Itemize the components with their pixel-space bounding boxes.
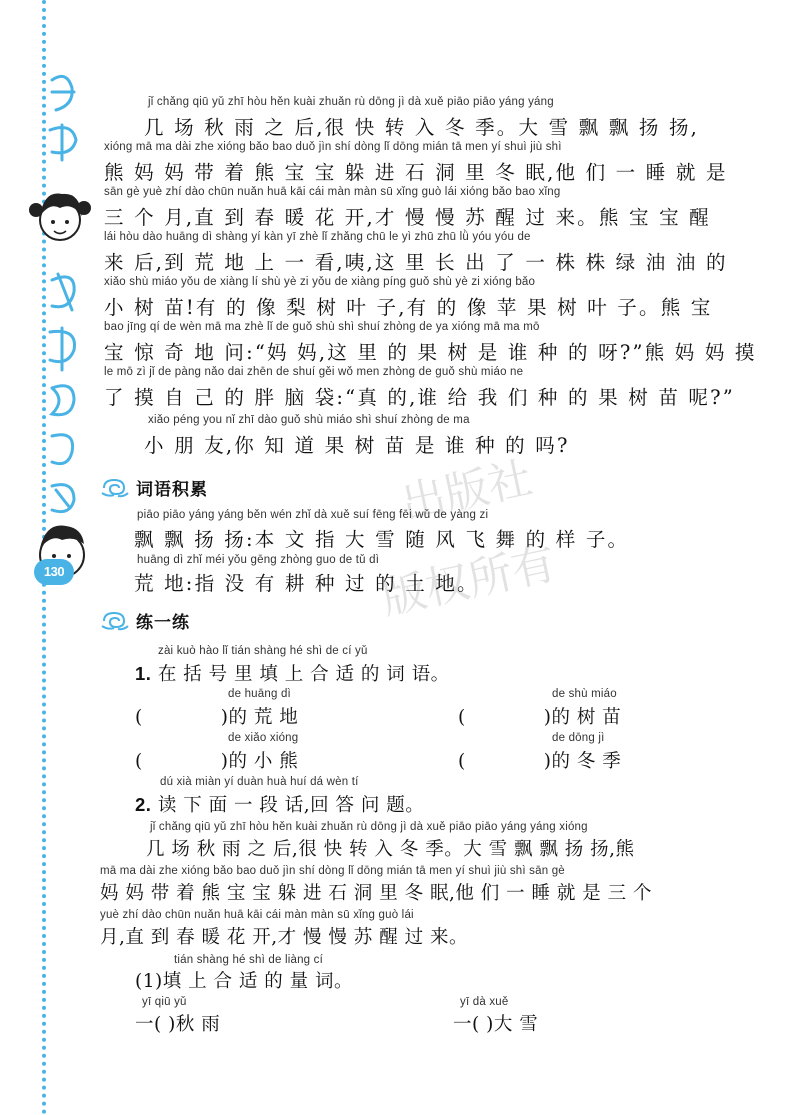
q2-sub1-label: (1)填 上 合 适 的 量 词。	[135, 971, 353, 992]
q1-item1-pinyin: de huāng dì	[228, 688, 291, 700]
swirl-icon	[100, 610, 130, 632]
q2-passage-pinyin-2: mā ma dài zhe xióng bǎo bao duǒ jìn shí dòng lǐ dōng mián tā men yí shuì jiù shì sān gè	[100, 865, 565, 877]
story-line-7: 了 摸 自 己 的 胖 脑 袋:“真 的,谁 给 我 们 种 的 果 树 苗 呢?”	[104, 386, 735, 409]
practice-section-title: 练一练	[136, 613, 190, 633]
q1-item2-pinyin: de shù miáo	[552, 688, 617, 700]
page-number: 130	[34, 559, 74, 585]
watermark-publisher: 出版社	[397, 452, 537, 531]
story-pinyin-1: jǐ chǎng qiū yǔ zhī hòu hěn kuài zhuǎn rù dōng jì dà xuě piāo piāo yáng yáng	[148, 96, 554, 108]
story-line-6: 宝 惊 奇 地 问:“妈 妈,这 里 的 果 树 是 谁 种 的 呀?”熊 妈 妈 摸	[104, 341, 757, 364]
q1-item-3: ( )的 小 熊	[135, 751, 299, 772]
q1-prompt: 1. 在 括 号 里 填 上 合 适 的 词 语。	[135, 663, 450, 685]
story-pinyin-5: xiǎo shù miáo yǒu de xiàng lí shù yè zi yǒu de xiàng píng guǒ shù yè zi xióng bǎo	[104, 276, 536, 288]
story-line-5: 小 树 苗!有 的 像 梨 树 叶 子,有 的 像 苹 果 树 叶 子。熊 宝	[104, 296, 713, 319]
side-title-decoration	[22, 70, 102, 590]
vocab-item-2: 荒 地:指 没 有 耕 种 过 的 土 地。	[134, 572, 479, 595]
q2-passage-pinyin-1: jǐ chǎng qiū yǔ zhī hòu hěn kuài zhuǎn rù dōng jì dà xuě piāo piāo yáng yáng xióng	[150, 821, 588, 833]
q2-passage-line-1: 几 场 秋 雨 之 后,很 快 转 入 冬 季。大 雪 飘 飘 扬 扬,熊	[146, 839, 635, 860]
q1-item-4: ( )的 冬 季	[458, 751, 622, 772]
vocab-section-header	[100, 475, 208, 500]
q2-sub1-item-1[interactable]: 一( )秋 雨	[135, 1014, 221, 1035]
story-line-1: 几 场 秋 雨 之 后,很 快 转 入 冬 季。大 雪 飘 飘 扬 扬,	[144, 116, 700, 139]
story-pinyin-2: xióng mā ma dài zhe xióng bǎo bao duǒ jìn shí dòng lǐ dōng mián tā men yí shuì jiù shì	[104, 141, 562, 153]
q1-item3-pinyin: de xiǎo xióng	[228, 732, 299, 744]
story-line-4: 来 后,到 荒 地 上 一 看,咦,这 里 长 出 了 一 株 株 绿 油 油 的	[104, 251, 728, 274]
q2-passage-pinyin-3: yuè zhí dào chūn nuǎn huā kāi cái màn màn sū xǐng guò lái	[100, 909, 414, 921]
story-pinyin-4: lái hòu dào huāng dì shàng yí kàn yī zhè lǐ zhǎng chū le yì zhū zhū lǜ yóu yóu de	[104, 231, 531, 243]
q2-sub1-item2-pinyin: yī dà xuě	[460, 996, 509, 1008]
story-pinyin-7: le mō zì jǐ de pàng nǎo dai zhēn de shuí gěi wǒ men zhòng de guǒ shù miáo ne	[104, 366, 524, 378]
story-line-3: 三 个 月,直 到 春 暖 花 开,才 慢 慢 苏 醒 过 来。熊 宝 宝 醒	[104, 206, 711, 229]
q1-item-2: ( )的 树 苗	[458, 707, 622, 728]
story-pinyin-3: sān gè yuè zhí dào chūn nuǎn huā kāi cái màn màn sū xǐng guò lái xióng bǎo bao xǐng	[104, 186, 561, 198]
q2-passage-line-2: 妈 妈 带 着 熊 宝 宝 躲 进 石 洞 里 冬 眠,他 们 一 睡 就 是 三 个	[100, 883, 652, 904]
q2-passage-line-3: 月,直 到 春 暖 花 开,才 慢 慢 苏 醒 过 来。	[100, 927, 468, 948]
swirl-icon	[100, 477, 130, 499]
story-pinyin-8: xiǎo péng you nǐ zhī dào guǒ shù miáo shì shuí zhòng de ma	[148, 414, 470, 426]
q2-sub1-item1-pinyin: yī qiū yǔ	[142, 996, 187, 1008]
vocab-item-1: 飘 飘 扬 扬:本 文 指 大 雪 随 风 飞 舞 的 样 子。	[134, 528, 630, 551]
q2-pinyin: dú xià miàn yí duàn huà huí dá wèn tí	[160, 776, 359, 788]
vocab-section-title: 词语积累	[136, 480, 208, 500]
story-line-2: 熊 妈 妈 带 着 熊 宝 宝 躲 进 石 洞 里 冬 眠,他 们 一 睡 就 是	[104, 161, 728, 184]
q1-pinyin: zài kuò hào lǐ tián shàng hé shì de cí yǔ	[158, 645, 368, 657]
q1-text: 在 括 号 里 填 上 合 适 的 词 语。	[157, 664, 450, 685]
girl-avatar-icon	[29, 193, 91, 240]
watermark-rights: 版权所有	[377, 538, 561, 625]
story-line-8: 小 朋 友,你 知 道 果 树 苗 是 谁 种 的 吗?	[144, 434, 570, 457]
story-pinyin-6: bao jīng qí de wèn mā ma zhè lǐ de guǒ shù shì shuí zhòng de ya xióng mā ma mō	[104, 321, 540, 333]
practice-section-header	[100, 608, 190, 633]
q2-sub1-item-2[interactable]: 一( )大 雪	[453, 1014, 539, 1035]
q1-item-1: ( )的 荒 地	[135, 707, 299, 728]
q2-prompt: 2. 读 下 面 一 段 话,回 答 问 题。	[135, 794, 425, 816]
q2-sub1-pinyin: tián shàng hé shì de liàng cí	[174, 954, 324, 966]
vocab-pinyin-1: piāo piāo yáng yáng běn wén zhǐ dà xuě suí fēng fēi wǔ de yàng zi	[137, 509, 489, 521]
q1-item4-pinyin: de dōng jì	[552, 732, 605, 744]
vocab-pinyin-2: huāng dì zhǐ méi yǒu gēng zhòng guo de tǔ dì	[137, 554, 380, 566]
q2-text: 读 下 面 一 段 话,回 答 问 题。	[157, 795, 425, 816]
